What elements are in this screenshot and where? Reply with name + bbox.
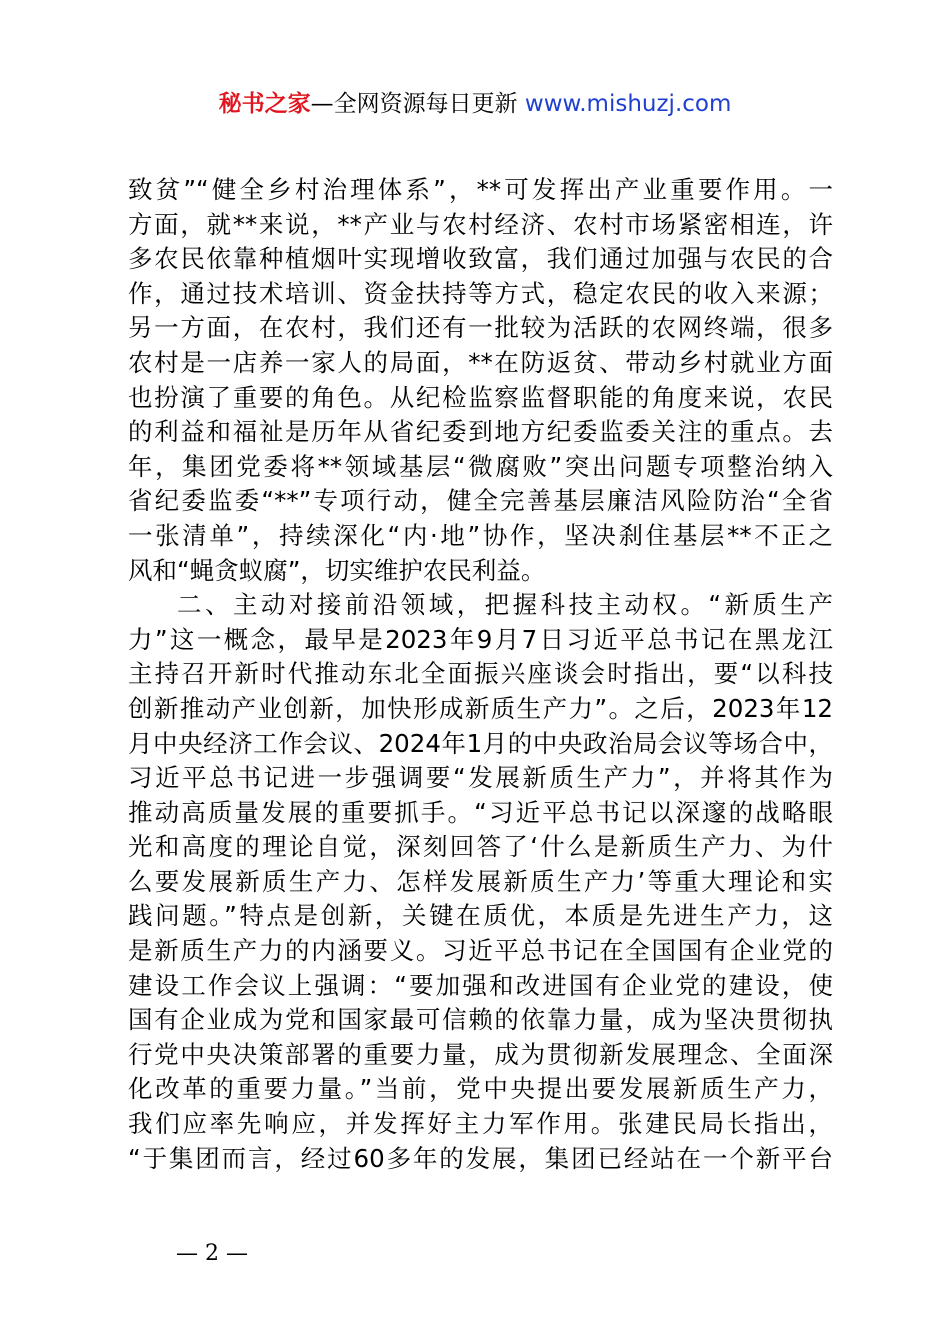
document-body — [128, 173, 833, 1176]
text-line: 多农民依靠种植烟叶实现增收致富，我们通过加强与农民的合 — [128, 244, 833, 274]
text-line: 光和高度的理论自觉，深刻回答了‘什么是新质生产力、为什 — [128, 832, 833, 862]
text-line: 主持召开新时代推动东北全面振兴座谈会时指出，要“以科技 — [128, 659, 833, 689]
page-number: — 2 — — [176, 1241, 248, 1266]
text-line: 年，集团党委将**领域基层“微腐败”突出问题专项整治纳入 — [128, 451, 833, 481]
text-line: 也扮演了重要的角色。从纪检监察监督职能的角度来说，农民 — [128, 382, 833, 412]
text-line: 的利益和福祉是历年从省纪委到地方纪委监委关注的重点。去 — [128, 417, 833, 447]
text-line: 我们应率先响应，并发挥好主力军作用。张建民局长指出， — [128, 1109, 833, 1139]
text-line: 推动高质量发展的重要抓手。“习近平总书记以深邃的战略眼 — [128, 797, 833, 827]
text-line: 践问题。”特点是创新，关键在质优，本质是先进生产力，这 — [128, 901, 833, 931]
text-line: 另一方面，在农村，我们还有一批较为活跃的农网终端，很多 — [128, 313, 833, 343]
banner-brand: 秘书之家 — [218, 91, 311, 117]
text-line: 月中央经济工作会议、2024年1月的中央政治局会议等场合中， — [128, 728, 833, 758]
text-line: 习近平总书记进一步强调要“发展新质生产力”，并将其作为 — [128, 763, 833, 793]
text-line: 行党中央决策部署的重要力量，成为贯彻新发展理念、全面深 — [128, 1039, 833, 1069]
text-line: 致贫”“健全乡村治理体系”，**可发挥出产业重要作用。一 — [128, 175, 833, 204]
text-line: 是新质生产力的内涵要义。习近平总书记在全国国有企业党的 — [128, 936, 833, 966]
text-line: 作，通过技术培训、资金扶持等方式，稳定农民的收入来源； — [128, 278, 833, 308]
text-line: 么要发展新质生产力、怎样发展新质生产力’等重大理论和实 — [128, 866, 833, 896]
text-line: 力”这一概念，最早是2023年9月7日习近平总书记在黑龙江 — [128, 624, 833, 654]
banner-slogan: —全网资源每日更新 — [310, 91, 518, 117]
site-banner — [0, 88, 950, 120]
text-line: 建设工作会议上强调：“要加强和改进国有企业党的建设，使 — [128, 970, 833, 1000]
text-line: 风和“蝇贪蚁腐”，切实维护农民利益。 — [128, 555, 546, 585]
text-line: 方面，就**来说，**产业与农村经济、农村市场紧密相连，许 — [128, 209, 833, 239]
text-line: 一张清单”，持续深化“内·地”协作，坚决刹住基层**不正之 — [128, 520, 833, 550]
text-line: 创新推动产业创新，加快形成新质生产力”。之后，2023年12 — [128, 693, 833, 723]
text-line: 省纪委监委“**”专项行动，健全完善基层廉洁风险防治“全省 — [128, 486, 833, 516]
text-line: “于集团而言，经过60多年的发展，集团已经站在一个新平台 — [128, 1143, 833, 1173]
text-line: 农村是一店养一家人的局面，**在防返贫、带动乡村就业方面 — [128, 347, 833, 377]
text-line: 二、主动对接前沿领域，把握科技主动权。“新质生产 — [177, 590, 833, 620]
text-line: 化改革的重要力量。”当前，党中央提出要发展新质生产力， — [128, 1074, 833, 1104]
text-line: 国有企业成为党和国家最可信赖的依靠力量，成为坚决贯彻执 — [128, 1005, 833, 1035]
banner-url-link[interactable]: www.mishuzj.com — [524, 91, 732, 117]
